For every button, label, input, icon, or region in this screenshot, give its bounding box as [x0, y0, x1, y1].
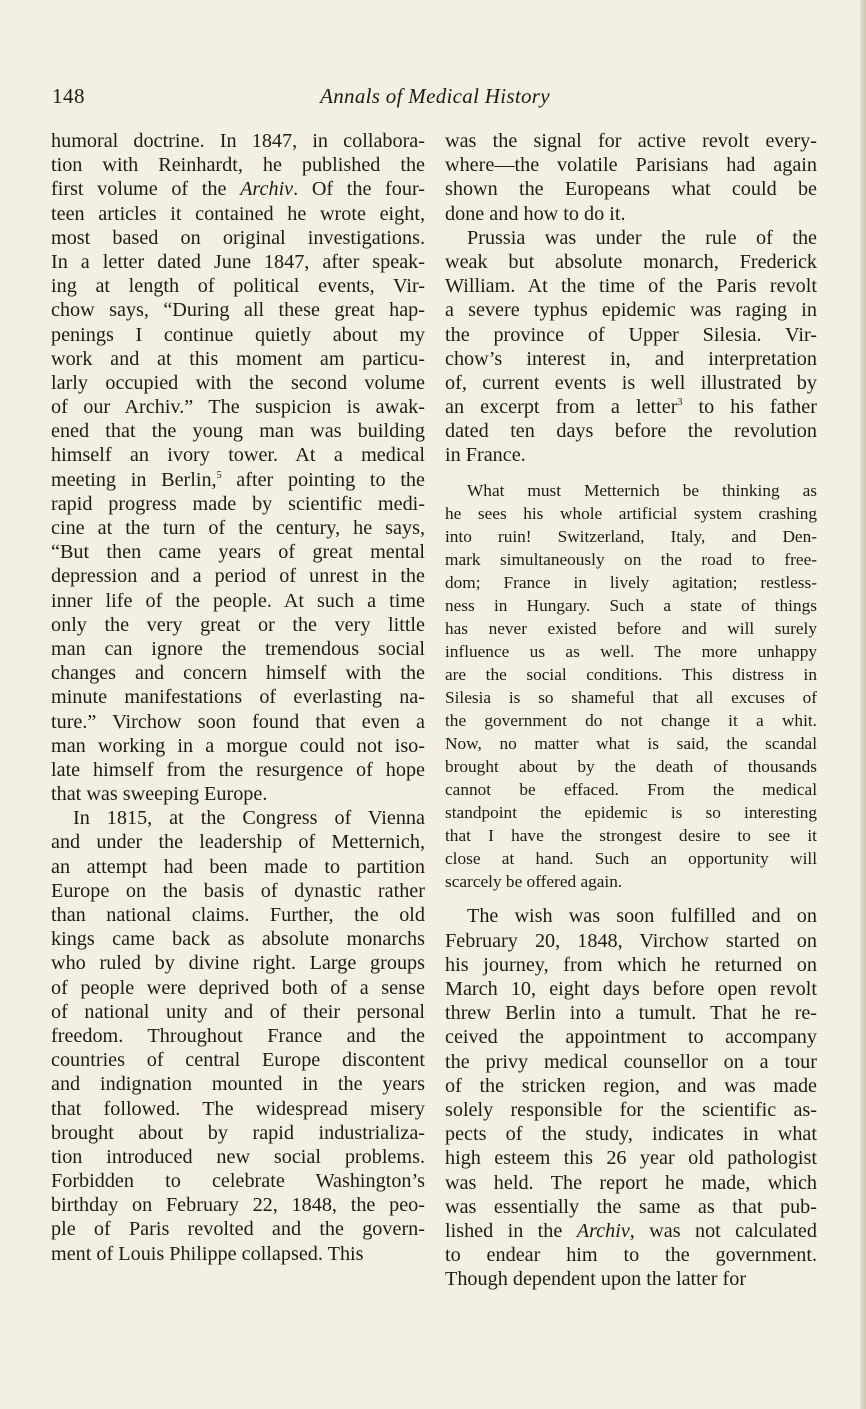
text-line: that was sweeping Europe. [51, 783, 268, 806]
paragraph [445, 129, 817, 226]
text-line: and indignation mounted in the years [51, 1073, 425, 1096]
text-line: scarcely be offered again. [445, 872, 623, 892]
text-line: ness in Hungary. Such a state of things [445, 595, 817, 615]
text-line: lished in the Archiv, was not calculated [445, 1219, 817, 1242]
text-line: Now, no matter what is said, the scandal [445, 734, 817, 754]
text-line: was the signal for active revolt every- [445, 130, 817, 152]
text-line: rapid progress made by scientific medi- [51, 492, 425, 515]
page-number: 148 [52, 84, 85, 108]
text-line: a severe typhus epidemic was raging in [445, 299, 817, 322]
text-line: was essentially the same as that pub- [445, 1195, 817, 1218]
page-edge-shadow [860, 0, 866, 1409]
text-line: threw Berlin into a tumult. That he re- [445, 1002, 817, 1025]
text-line: ened that the young man was building [51, 420, 425, 443]
right-column [445, 129, 817, 1291]
text-line: cine at the turn of the century, he says, [51, 517, 425, 539]
text-line: birthday on February 22, 1848, the peo- [51, 1194, 425, 1217]
text-line: Europe on the basis of dynastic rather [51, 879, 425, 902]
text-line: teen articles it contained he wrote eight, [51, 202, 425, 225]
text-line: inner life of the people. At such a time [51, 589, 425, 612]
text-line: close at hand. Such an opportunity will [445, 849, 817, 869]
text-line: tion with Reinhardt, he published the [51, 154, 425, 177]
text-line: of national unity and of their personal [51, 1000, 425, 1023]
text-line: the province of Upper Silesia. Vir- [445, 323, 817, 346]
text-line: the privy medical counsellor on a tour [445, 1050, 817, 1073]
text-line: minute manifestations of everlasting na- [51, 686, 425, 709]
text-line: an attempt had been made to partition [51, 855, 425, 878]
page-header [52, 84, 818, 112]
text-line: who ruled by divine right. Large groups [51, 952, 425, 975]
text-line: chow’s interest in, and interpretation [445, 347, 817, 370]
text-line: meeting in Berlin,$^5$ after pointing to the [51, 468, 425, 491]
text-line: brought about by rapid industrializa- [51, 1121, 425, 1144]
text-line: has never existed before and will surely [445, 618, 817, 638]
text-line: ple of Paris revolted and the govern- [51, 1218, 425, 1241]
text-line: that I have the strongest desire to see it [445, 826, 817, 846]
text-line: Though dependent upon the latter for [445, 1268, 747, 1291]
paragraph [445, 226, 817, 468]
text-line: ment of Louis Philippe collapsed. This [51, 1242, 364, 1265]
text-line: countries of central Europe discontent [51, 1049, 425, 1072]
text-line: was held. The report he made, which [445, 1171, 817, 1194]
text-line: and under the leadership of Metternich, [51, 831, 425, 854]
text-line: In 1815, at the Congress of Vienna [73, 807, 425, 830]
paragraph [445, 904, 817, 1291]
text-line: What must Metternich be thinking as [467, 480, 817, 500]
text-line: shown the Europeans what could be [445, 178, 817, 201]
text-line: in France. [445, 444, 526, 467]
text-line: The wish was soon fulfilled and on [467, 905, 817, 928]
paragraph [51, 806, 425, 1266]
text-line: tion introduced new social problems. [51, 1145, 425, 1168]
text-line: done and how to do it. [445, 202, 626, 225]
text-line: In a letter dated June 1847, after speak- [51, 250, 425, 273]
paragraph [51, 129, 425, 806]
text-line: changes and concern himself with the [51, 662, 425, 685]
text-line: into ruin! Switzerland, Italy, and Den- [445, 526, 817, 546]
text-line: Forbidden to celebrate Washington’s [51, 1170, 425, 1193]
text-line: larly occupied with the second volume [51, 371, 425, 394]
text-line: February 20, 1848, Virchow started on [445, 929, 817, 952]
text-line: late himself from the resurgence of hope [51, 758, 425, 781]
text-line: standpoint the epidemic is so interesting [445, 803, 817, 823]
text-line: work and at this moment am particu- [51, 347, 425, 370]
text-line: ing at length of political events, Vir- [51, 275, 425, 298]
text-line: dom; France in lively agitation; restless- [445, 572, 817, 592]
text-line: mark simultaneously on the road to free- [445, 549, 817, 569]
text-line: himself an ivory tower. At a medical [51, 444, 425, 467]
text-line: kings came back as absolute monarchs [51, 928, 425, 951]
text-line: of people were deprived both of a sense [51, 976, 425, 999]
text-line: are the social conditions. This distress in [445, 665, 817, 684]
text-line: only the very great or the very little [51, 613, 425, 636]
text-line: most based on original investigations. [51, 226, 425, 249]
text-line: dated ten days before the revolution [445, 420, 817, 443]
text-line: he sees his whole artificial system crashing [445, 503, 817, 523]
text-line: to endear him to the government. [445, 1244, 817, 1267]
text-line: chow says, “During all these great hap- [51, 299, 425, 322]
text-line: March 10, eight days before open revolt [445, 978, 817, 1001]
text-line: that followed. The widespread misery [51, 1097, 425, 1120]
text-line: humoral doctrine. In 1847, in collabora- [51, 130, 425, 152]
text-line: of the stricken region, and was made [445, 1074, 817, 1097]
block-quote [445, 479, 817, 894]
text-line: ceived the appointment to accompany [445, 1026, 817, 1049]
text-line: of our Archiv.” The suspicion is awak- [51, 396, 425, 419]
text-line: man working in a morgue could not iso- [51, 734, 425, 757]
text-line: depression and a period of unrest in the [51, 565, 425, 588]
text-line: Prussia was under the rule of the [467, 226, 817, 249]
text-line: Silesia is so shameful that all excuses of [445, 688, 817, 708]
text-line: the government do not change it a whit. [445, 711, 817, 731]
text-line: brought about by the death of thousands [445, 757, 817, 777]
text-line: his journey, from which he returned on [445, 953, 817, 976]
text-line: cannot be effaced. From the medical [445, 780, 817, 800]
text-line: ture.” Virchow soon found that even a [51, 710, 425, 733]
running-title: Annals of Medical History [320, 84, 550, 108]
text-line: weak but absolute monarch, Frederick [445, 250, 817, 273]
text-line: than national claims. Further, the old [51, 904, 425, 926]
text-line: first volume of the Archiv. Of the four- [51, 178, 425, 201]
text-line: solely responsible for the scientific as- [445, 1098, 817, 1121]
text-line: penings I continue quietly about my [51, 323, 425, 346]
text-line: pects of the study, indicates in what [445, 1123, 817, 1146]
text-line: man can ignore the tremendous social [51, 637, 425, 660]
text-line: influence us as well. The more unhappy [445, 641, 817, 661]
text-line: where—the volatile Parisians had again [445, 154, 817, 177]
text-line: an excerpt from a letter$^3$ to his father [445, 396, 817, 419]
text-line: “But then came years of great mental [51, 541, 425, 564]
text-line: high esteem this 26 year old pathologist [445, 1147, 817, 1170]
text-line: freedom. Throughout France and the [51, 1024, 425, 1047]
text-line: of, current events is well illustrated by [445, 371, 817, 394]
left-column [51, 129, 425, 1266]
text-line: William. At the time of the Paris revolt [445, 275, 817, 298]
